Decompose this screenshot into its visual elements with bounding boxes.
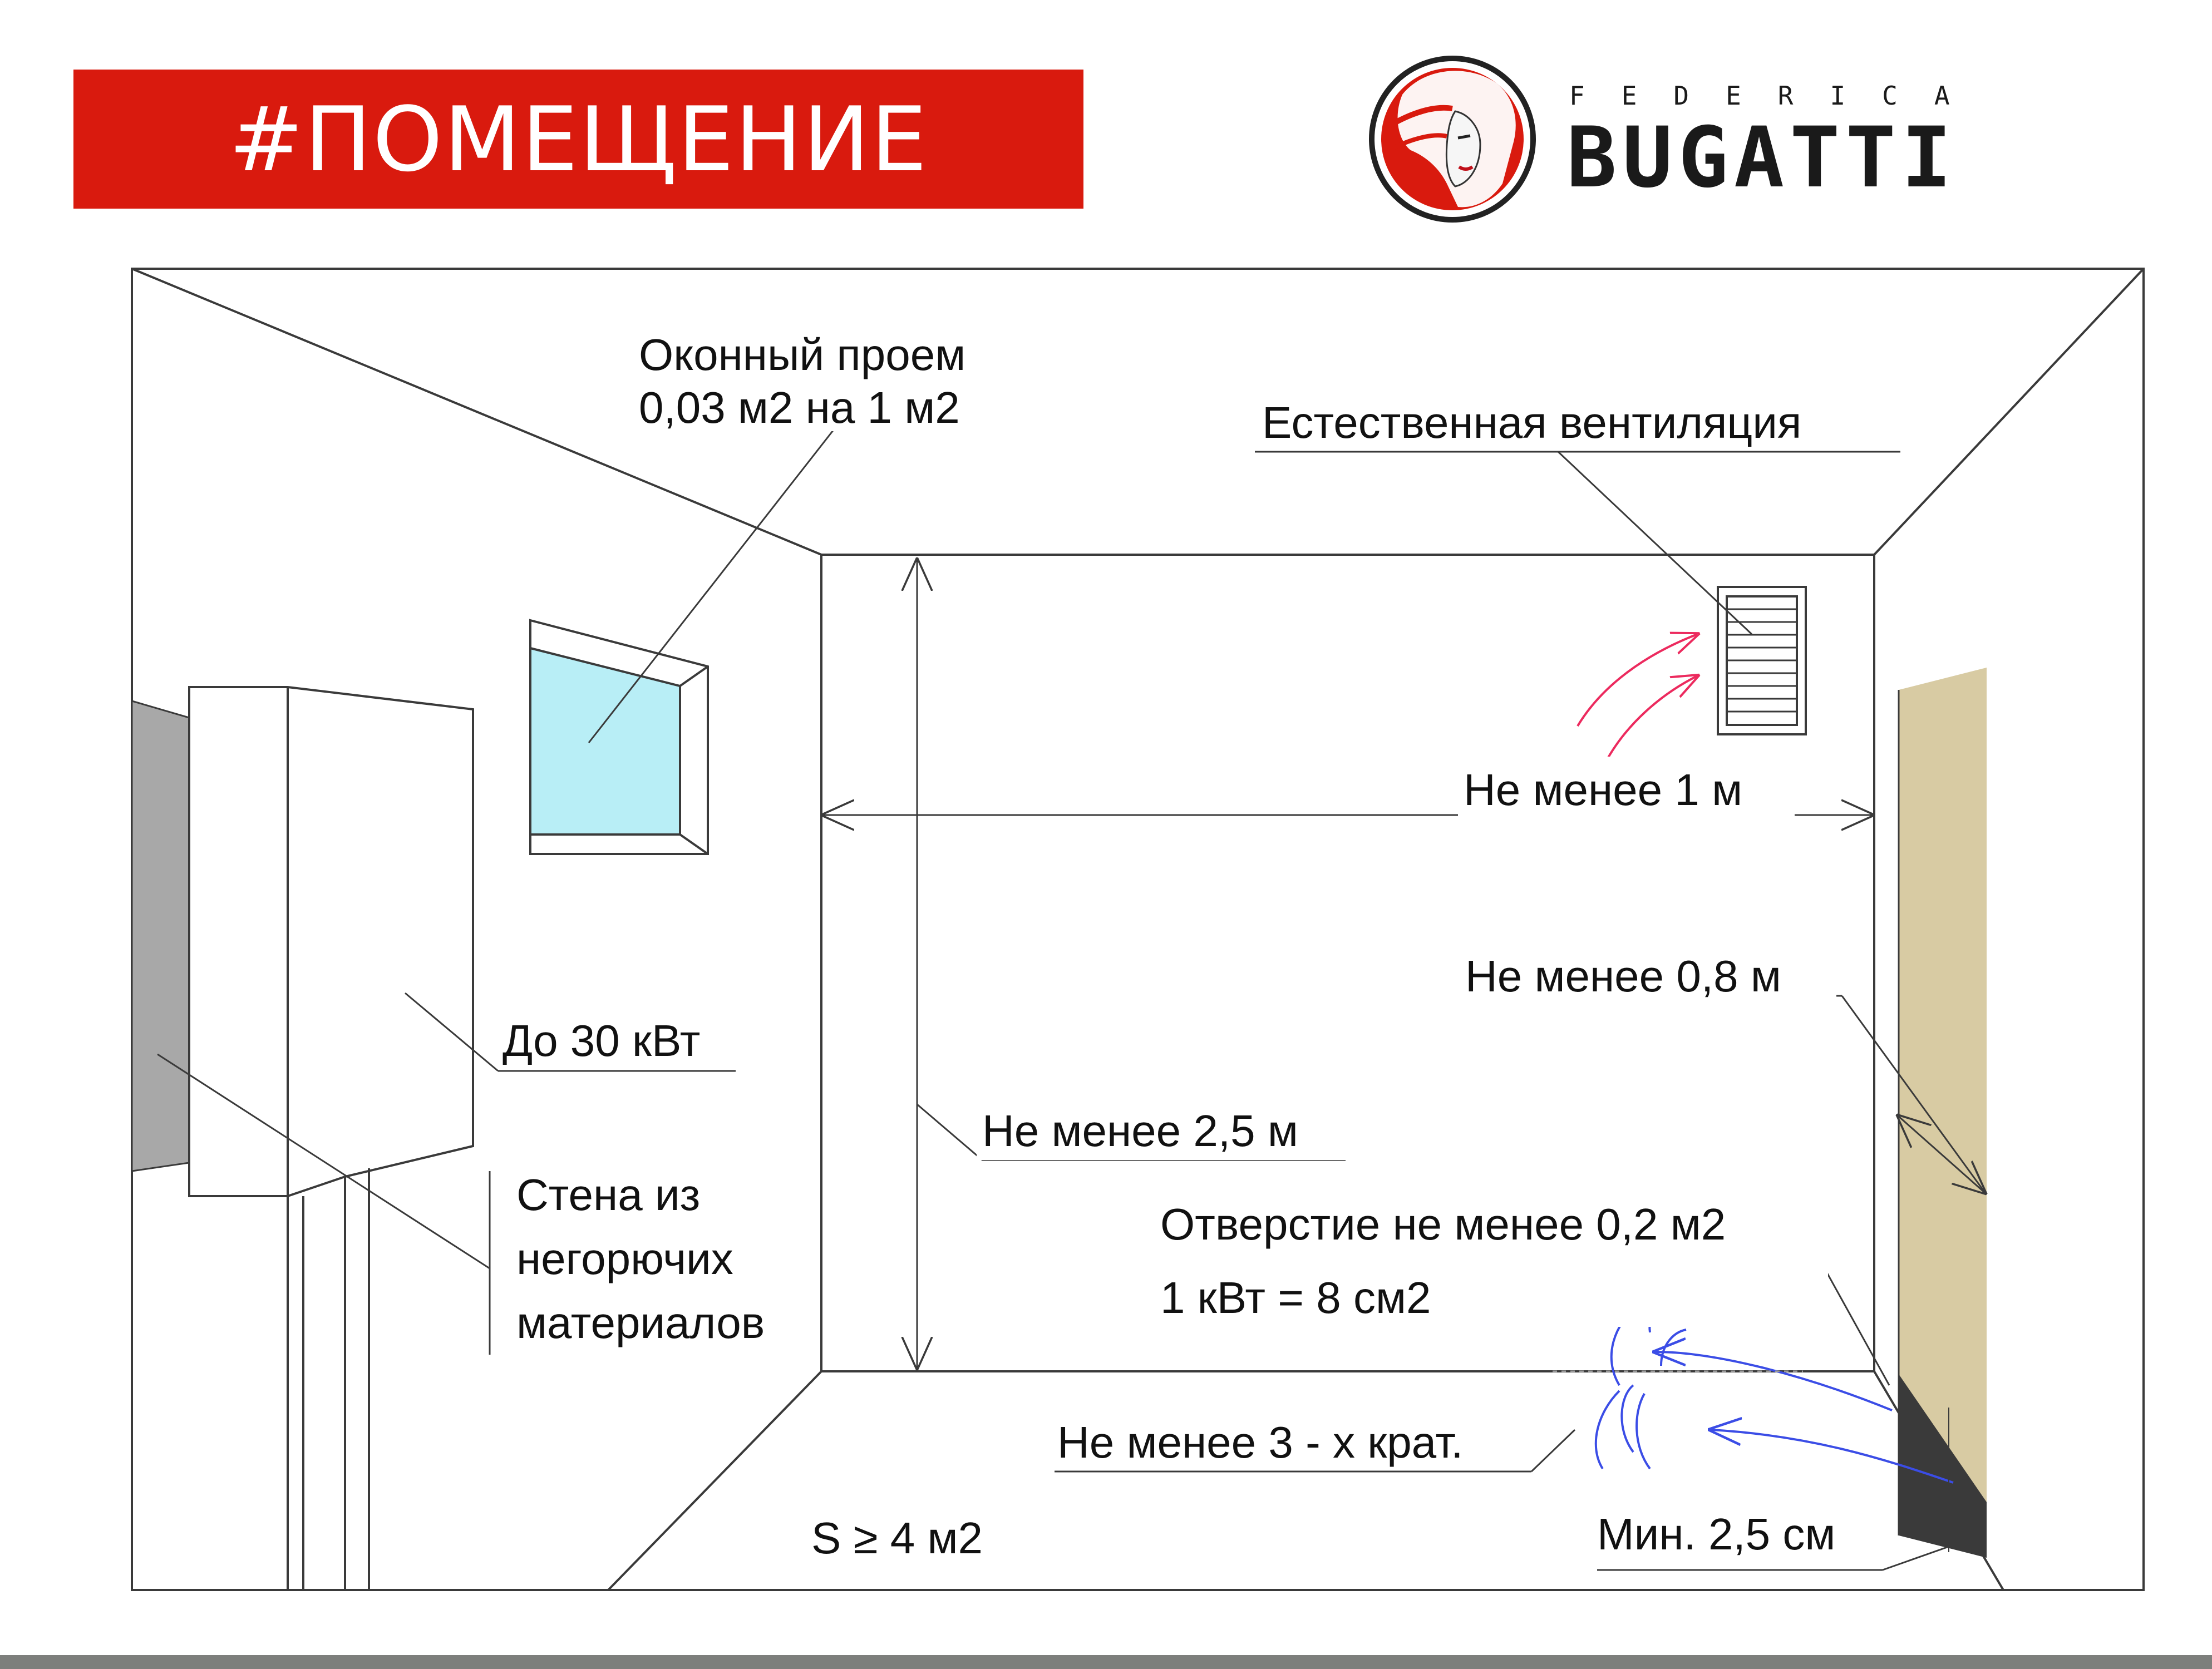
brand-line2: BUGATTI bbox=[1566, 110, 1958, 206]
gap-label: Мин. 2,5 см bbox=[1597, 1509, 1836, 1559]
door bbox=[1899, 668, 1987, 1558]
opening-label-line1: Отверстие не менее 0,2 м2 bbox=[1160, 1199, 1726, 1249]
height-label: Не менее 2,5 м bbox=[982, 1106, 1298, 1156]
boiler-pipes bbox=[288, 1168, 369, 1590]
ventilation-grille bbox=[1718, 587, 1806, 734]
boiler bbox=[189, 687, 473, 1196]
min-1m-label: Не менее 1 м bbox=[1464, 765, 1743, 814]
window-label-line2: 0,03 м2 на 1 м2 bbox=[639, 383, 960, 432]
label-backings bbox=[495, 325, 1904, 1563]
opening-label-line2: 1 кВт = 8 см2 bbox=[1160, 1273, 1431, 1322]
area-label: S ≥ 4 м2 bbox=[811, 1513, 983, 1563]
page-title: #ПОМЕЩЕНИЕ bbox=[229, 87, 928, 191]
warm-air-arrows bbox=[1578, 634, 1697, 768]
window bbox=[530, 620, 708, 854]
footer-bar bbox=[0, 1655, 2212, 1669]
ventilation-label: Естественная вентиляция bbox=[1262, 398, 1802, 447]
window-label-line1: Оконный проем bbox=[639, 330, 966, 379]
wall-label-line2: негорючих bbox=[516, 1234, 733, 1283]
wall-label-line3: материалов bbox=[516, 1298, 765, 1347]
air-exchange-label: Не менее 3 - х крат. bbox=[1057, 1418, 1464, 1467]
brand-logo bbox=[1372, 58, 1987, 220]
dimension-arrows bbox=[822, 559, 1986, 1552]
wall-label-line1: Стена из bbox=[516, 1170, 701, 1219]
wall-panel bbox=[132, 701, 189, 1171]
brand-line1: FEDERICA bbox=[1569, 81, 1987, 111]
woman-face-red-circle-icon bbox=[1372, 58, 1533, 220]
min-08m-label: Не менее 0,8 м bbox=[1465, 951, 1781, 1001]
power-label: До 30 кВт bbox=[502, 1016, 701, 1065]
